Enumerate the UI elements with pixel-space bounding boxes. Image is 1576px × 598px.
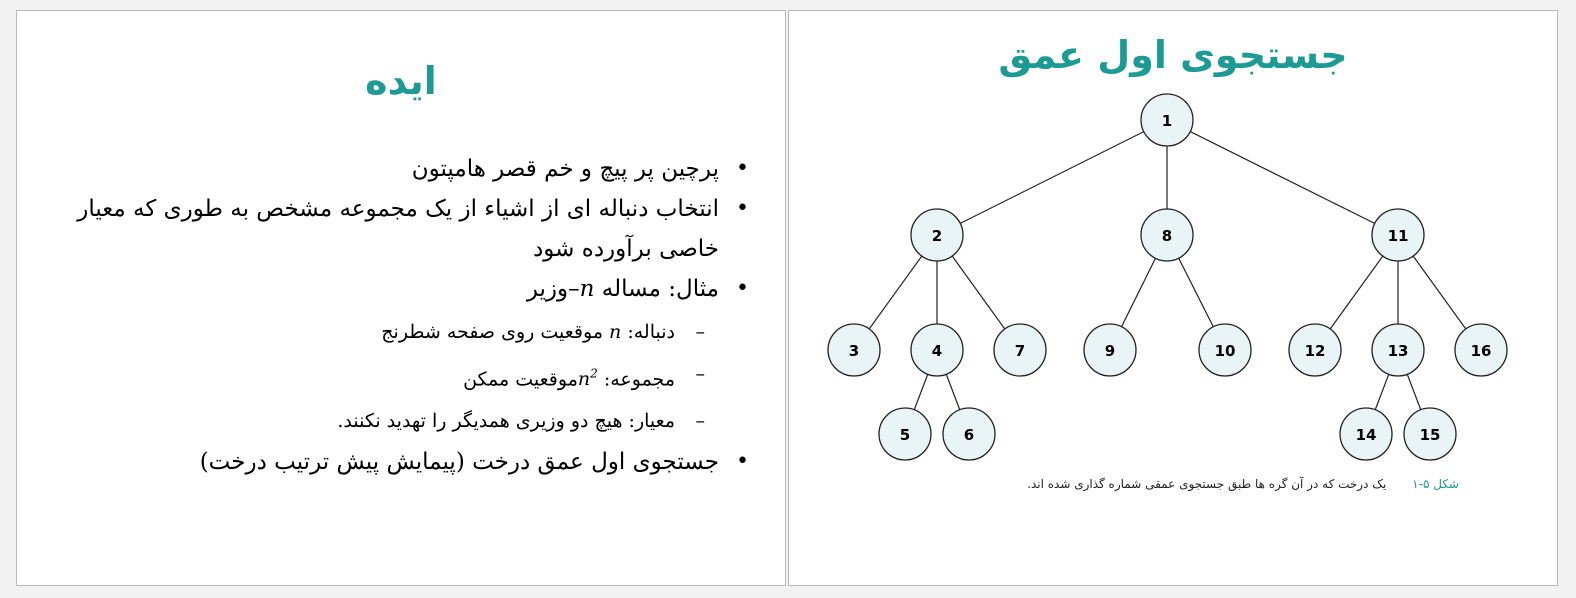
- math-base: n: [577, 368, 591, 391]
- math-n: n: [579, 276, 595, 302]
- tree-node-label: 8: [1161, 227, 1173, 245]
- tree-node-label: 12: [1304, 342, 1326, 360]
- tree-node-8: [1141, 209, 1193, 261]
- tree-node-9: [1084, 324, 1136, 376]
- tree-node-5: [879, 408, 931, 460]
- math-n-squared: [578, 368, 598, 390]
- tree-edge: [1167, 120, 1398, 235]
- bullet-item: • انتخاب دنباله ای از اشیاء از یک مجموعه مشخص به طوری که معیار خاصی برآورده شود: [77, 189, 749, 269]
- tree-node-label: 7: [1014, 342, 1026, 360]
- math-n: n: [609, 321, 622, 343]
- tree-node-label: 10: [1214, 342, 1236, 360]
- sub-list: [77, 311, 719, 442]
- tree-node-7: [994, 324, 1046, 376]
- tree-node-6: [943, 408, 995, 460]
- bullet-item-example: [77, 269, 749, 442]
- tree-node-4: [911, 324, 963, 376]
- slide-idea: [16, 10, 786, 586]
- bullet-item: • جستجوی اول عمق درخت (پیمایش پیش ترتیب درخت): [77, 442, 749, 482]
- tree-node-12: [1289, 324, 1341, 376]
- tree-node-1: [1141, 94, 1193, 146]
- tree-node-11: [1372, 209, 1424, 261]
- sub-item-set: [77, 353, 719, 400]
- sequence-suffix: موقعیت روی صفحه شطرنج: [381, 321, 603, 343]
- bullet-item: • پرچین پر پیچ و خم قصر هامپتون: [77, 149, 749, 189]
- sequence-prefix: دنباله:: [627, 321, 675, 343]
- caption-label: شکل ۵-۱: [1412, 477, 1459, 491]
- tree-node-label: 14: [1355, 426, 1377, 444]
- tree-node-label: 3: [848, 342, 860, 360]
- example-suffix: –وزیر: [526, 276, 580, 302]
- tree-node-3: [828, 324, 880, 376]
- math-exponent: 2: [590, 367, 598, 381]
- tree-node-label: 13: [1387, 342, 1409, 360]
- tree-node-label: 4: [931, 342, 943, 360]
- tree-node-10: [1199, 324, 1251, 376]
- tree-node-15: [1404, 408, 1456, 460]
- set-prefix: مجموعه:: [603, 368, 675, 391]
- tree-node-2: [911, 209, 963, 261]
- tree-node-label: 9: [1104, 342, 1116, 360]
- sub-item-criterion: – معیار: هیچ دو وزیری همدیگر را تهدید نکنند.: [77, 400, 719, 442]
- tree-node-16: [1455, 324, 1507, 376]
- sub-item-sequence: [77, 311, 719, 353]
- tree-node-label: 11: [1387, 227, 1409, 245]
- slide-dfs: [788, 10, 1558, 586]
- tree-node-label: 2: [931, 227, 943, 245]
- tree-node-label: 6: [963, 426, 975, 444]
- tree-edge: [937, 120, 1167, 235]
- tree-node-label: 1: [1161, 112, 1173, 130]
- slide-title: ایده: [365, 59, 437, 103]
- tree-node-label: 16: [1470, 342, 1492, 360]
- slide-title: جستجوی اول عمق: [998, 33, 1348, 77]
- bullet-list: [77, 149, 749, 482]
- tree-node-13: [1372, 324, 1424, 376]
- tree-node-label: 5: [899, 426, 911, 444]
- figure-caption: [939, 477, 1459, 491]
- caption-text: یک درخت که در آن گره ها طبق جستجوی عمقی شماره گذاری شده اند.: [1027, 477, 1387, 491]
- tree-node-label: 15: [1419, 426, 1441, 444]
- tree-edges: [854, 120, 1481, 434]
- set-suffix: موقعیت ممکن: [463, 368, 578, 391]
- dfs-tree-diagram: [789, 11, 1559, 481]
- tree-node-14: [1340, 408, 1392, 460]
- example-text: مثال: مساله: [601, 276, 719, 302]
